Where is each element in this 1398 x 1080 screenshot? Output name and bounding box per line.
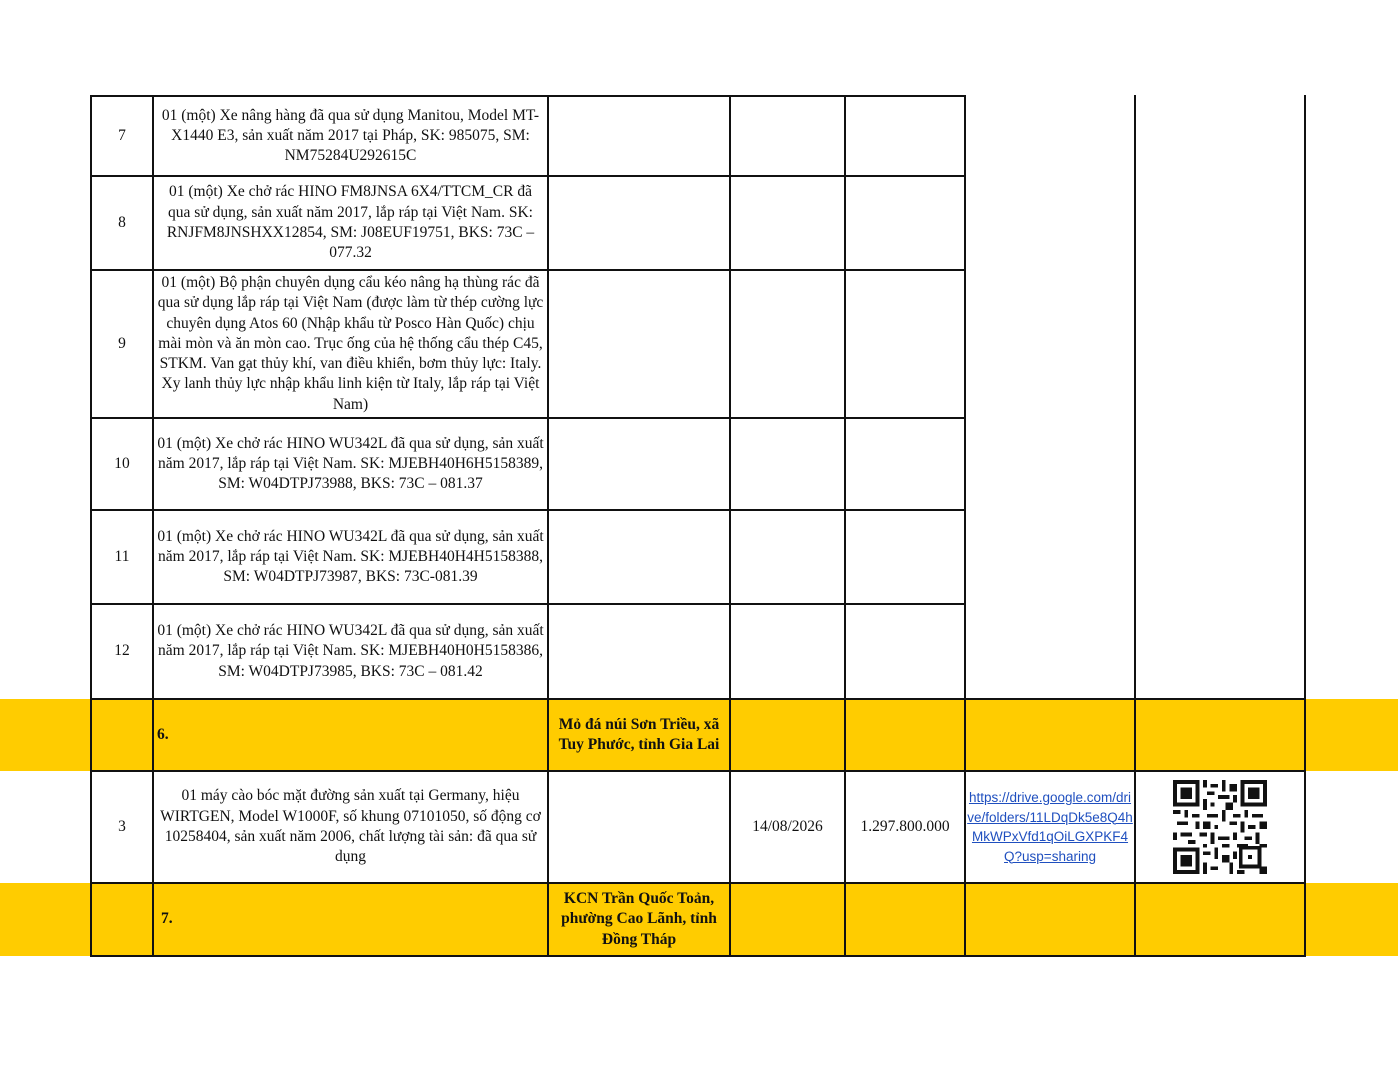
grid-line <box>90 269 965 271</box>
asset-description: 01 (một) Xe nâng hàng đã qua sử dụng Manitou, Model MT-X1440 E3, sản xuất năm 2017 tại Pháp, SK: 985075, SM: NM75284U292615C <box>161 106 540 165</box>
grid-line <box>1304 95 1306 957</box>
auction-date: 14/08/2026 <box>752 817 823 835</box>
grid-line <box>1134 95 1136 957</box>
grid-line <box>90 95 92 957</box>
group-header-row <box>0 699 1398 771</box>
table-row <box>0 510 1398 604</box>
table-row <box>0 418 1398 510</box>
asset-description: 01 (một) Xe chở rác HINO WU342L đã qua sử dụng, sản xuất năm 2017, lắp ráp tại Việt Nam. SK: MJEBH40H4H5158388, SM: W04DTPJ73987, BKS: 73C-081.39 <box>157 527 544 586</box>
table-row <box>0 604 1398 699</box>
row-number: 11 <box>114 547 130 565</box>
grid-line <box>729 95 731 957</box>
grid-line <box>152 95 154 957</box>
asset-description: 01 (một) Xe chở rác HINO WU342L đã qua sử dụng, sản xuất năm 2017, lắp ráp tại Việt Nam. SK: MJEBH40H6H5158389, SM: W04DTPJ73988, BKS: 73C – 081.37 <box>157 434 544 493</box>
asset-description: 01 máy cào bóc mặt đường sản xuất tại Germany, hiệu WIRTGEN, Model W1000F, số khung 07101050, số động cơ 10258404, sản xuất năm 2006, chất lượng tài sản: đã qua sử dụng <box>160 787 541 866</box>
qr-code-cell <box>1135 771 1305 883</box>
document-link[interactable]: https://drive.google.com/drive/folders/11LDqDk5e8Q4hMkWPxVfd1qOiLGXPKF4Q?usp=sharing <box>967 790 1133 864</box>
group-number: 6. <box>157 725 169 743</box>
grid-line <box>90 603 965 605</box>
qr-code-icon <box>1173 780 1267 874</box>
asset-description: 01 (một) Xe chở rác HINO WU342L đã qua sử dụng, sản xuất năm 2017, lắp ráp tại Việt Nam. SK: MJEBH40H0H5158386, SM: W04DTPJ73985, BKS: 73C – 081.42 <box>157 622 544 680</box>
grid-line <box>90 95 965 97</box>
grid-line <box>964 95 966 957</box>
group-location: Mỏ đá núi Sơn Triều, xã Tuy Phước, tỉnh Gia Lai <box>558 715 720 753</box>
table-row <box>0 176 1398 270</box>
table-row <box>0 771 1398 883</box>
grid-line <box>90 698 1306 700</box>
row-number: 8 <box>118 213 126 231</box>
grid-line <box>90 509 965 511</box>
row-number: 3 <box>118 817 126 835</box>
table-row <box>0 270 1398 418</box>
row-number: 9 <box>118 334 126 352</box>
grid-line <box>90 175 965 177</box>
grid-line <box>90 417 965 419</box>
grid-line <box>547 95 549 957</box>
row-number: 12 <box>114 642 130 660</box>
grid-line <box>90 882 1306 884</box>
asset-description: 01 (một) Xe chở rác HINO FM8JNSA 6X4/TTCM_CR đã qua sử dụng, sản xuất năm 2017, lắp ráp tại Việt Nam. SK: RNJFM8JNSHXX12854, SM: J08EUF19751, BKS: 73C – 077.32 <box>166 183 535 262</box>
group-header-row <box>0 883 1398 956</box>
grid-line <box>90 770 1306 772</box>
starting-price: 1.297.800.000 <box>860 817 950 835</box>
table-row <box>0 96 1398 176</box>
grid-line <box>844 95 846 957</box>
row-number: 7 <box>118 126 126 144</box>
group-location: KCN Trần Quốc Toản, phường Cao Lãnh, tỉnh Đồng Tháp <box>561 890 717 948</box>
grid-line <box>90 955 1306 957</box>
group-number: 7. <box>161 910 173 928</box>
row-number: 10 <box>114 454 130 472</box>
asset-description: 01 (một) Bộ phận chuyên dụng cẩu kéo nâng hạ thùng rác đã qua sử dụng lắp ráp tại Việt Nam (được làm từ thép cường lực chuyên dụng Atos 60 (Nhập khẩu từ Posco Hàn Quốc) chịu mài mòn và ăn mòn cao. Trục ống của hệ thống cẩu thép C45, STKM. Van gạt thủy khí, van điều khiển, bơm thủy lực: Italy. Xy lanh thủy lực nhập khẩu linh kiện từ Italy, lắp ráp tại Việt Nam) <box>157 273 544 413</box>
